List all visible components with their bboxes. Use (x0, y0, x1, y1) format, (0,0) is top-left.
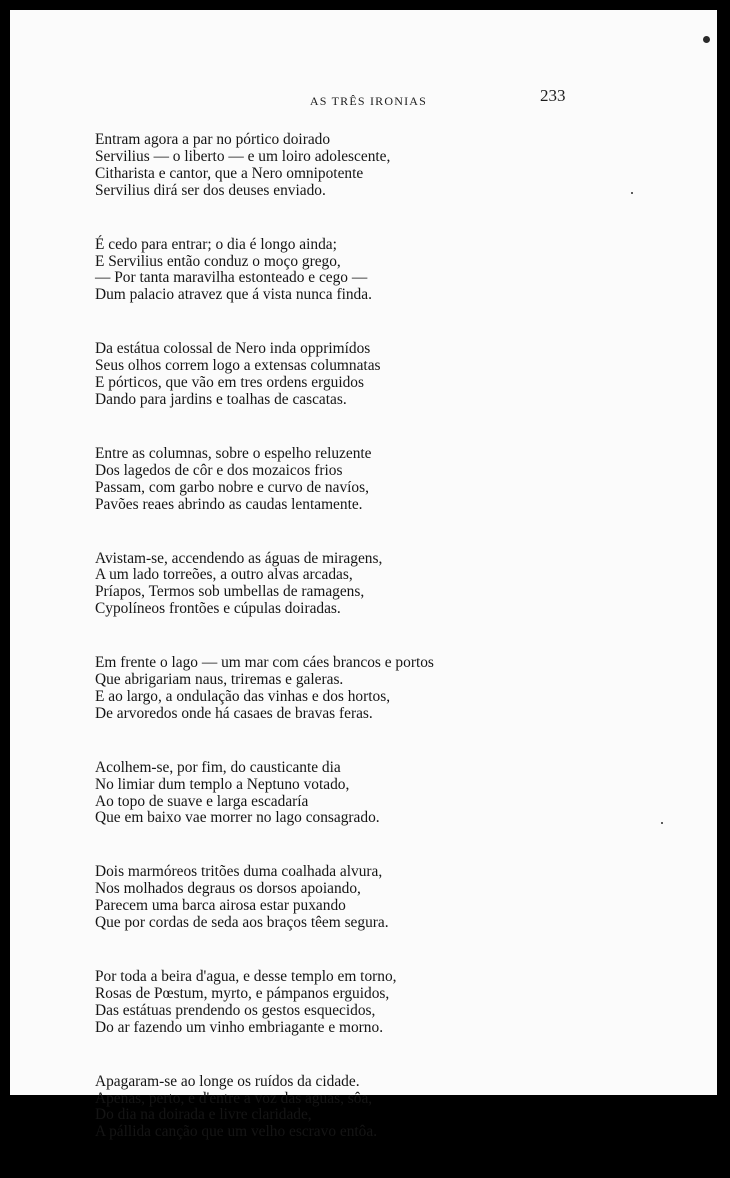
poem-line: Em frente o lago — um mar com cáes brancos e portos (95, 654, 434, 672)
poem-line: Parecem uma barca airosa estar puxando (95, 897, 346, 915)
poem-line: Que abrigariam naus, triremas e galeras. (95, 671, 344, 689)
stanza (95, 551, 695, 619)
poem-line: A pállida canção que um velho escravo entôa. (95, 1123, 378, 1141)
stanza (95, 969, 695, 1037)
poem-line: Servilius — o liberto — e um loiro adolescente, (95, 147, 391, 165)
poem-line: Por toda a beira d'agua, e desse templo em torno, (95, 968, 397, 985)
poem-line: Acolhem-se, por fim, do causticante dia (95, 758, 341, 776)
poem-line: Rosas de Pœstum, myrto, e pámpanos erguidos, (95, 984, 390, 1002)
poem-line: De arvoredos onde há casaes de bravas feras. (95, 704, 373, 722)
poem-line: Apagaram-se ao longe os ruídos da cidade. (95, 1072, 360, 1090)
paper-speck (703, 36, 710, 43)
poem-line: Do dia na doirada e livre claridade, (95, 1106, 312, 1124)
poem-line: Seus olhos correm logo a extensas columnatas (95, 357, 381, 375)
poem-line: Citharista e cantor, que a Nero omnipotente (95, 164, 364, 182)
book-page (10, 10, 717, 1141)
poem-line: No limiar dum templo a Neptuno votado, (95, 775, 350, 793)
poem-line: E Servilius então conduz o moço grego, (95, 252, 341, 270)
poem-line: Passam, com garbo nobre e curvo de navíos, (95, 478, 369, 496)
running-title: AS TRÊS IRONIAS (309, 94, 428, 108)
poem-line: Dos lagedos de côr e dos mozaicos frios (95, 461, 343, 479)
poem-line: Entram agora a par no pórtico doirado (95, 131, 331, 148)
stanza (95, 132, 695, 200)
poem-line: Pavões reaes abrindo as caudas lentamente. (95, 495, 363, 513)
poem-line: — Por tanta maravilha estonteado e cego — (95, 269, 368, 287)
poem-line: Que em baixo vae morrer no lago consagrado. (95, 809, 380, 827)
poem-line: E ao largo, a ondulação das vinhas e dos hortos, (95, 687, 391, 705)
poem-line: Dando para jardins e toalhas de cascatas. (95, 390, 347, 408)
stanza (95, 446, 695, 514)
poem-line: É cedo para entrar; o dia é longo ainda; (95, 235, 337, 253)
stanza (95, 760, 695, 828)
poem-line: Do ar fazendo um vinho embriagante e morno. (95, 1018, 384, 1036)
poem-line: Servilius dirá ser dos deuses enviado. (95, 181, 326, 199)
stanza (95, 341, 695, 409)
poem-line: Apenas, perto, e d'entre a voz das aguas, sôa, (95, 1089, 373, 1107)
poem-line: Da estátua colossal de Nero inda opprimídos (95, 340, 371, 358)
poem-line: Príapos, Termos sob umbellas de ramagens, (95, 583, 365, 601)
poem-line: Ao topo de suave e larga escadaría (95, 792, 309, 810)
poem-line: E pórticos, que vão em tres ordens erguidos (95, 374, 364, 392)
poem-line: Que por cordas de seda aos braços têem segura. (95, 914, 389, 932)
stanza (95, 655, 695, 723)
paper-speck (631, 192, 633, 194)
poem-line: Nos molhados degraus os dorsos apoiando, (95, 880, 361, 898)
poem-line: Cypolíneos frontões e cúpulas doiradas. (95, 600, 341, 618)
poem-line: Avistam-se, accendendo as águas de miragens, (95, 549, 383, 567)
poem-line: A um lado torreões, a outro alvas arcadas, (95, 566, 353, 584)
poem-line: Dum palacio atravez que á vista nunca finda. (95, 286, 372, 304)
paper-speck (661, 822, 663, 824)
stanza (95, 237, 695, 305)
stanza (95, 1074, 695, 1142)
poem-line: Das estátuas prendendo os gestos esquecidos, (95, 1001, 376, 1019)
poem-line: Dois marmóreos tritões duma coalhada alvura, (95, 863, 383, 881)
poem-line: Entre as columnas, sobre o espelho reluzente (95, 444, 372, 462)
stanza (95, 864, 695, 932)
poem (95, 132, 695, 1178)
page-number: 233 (540, 86, 566, 105)
